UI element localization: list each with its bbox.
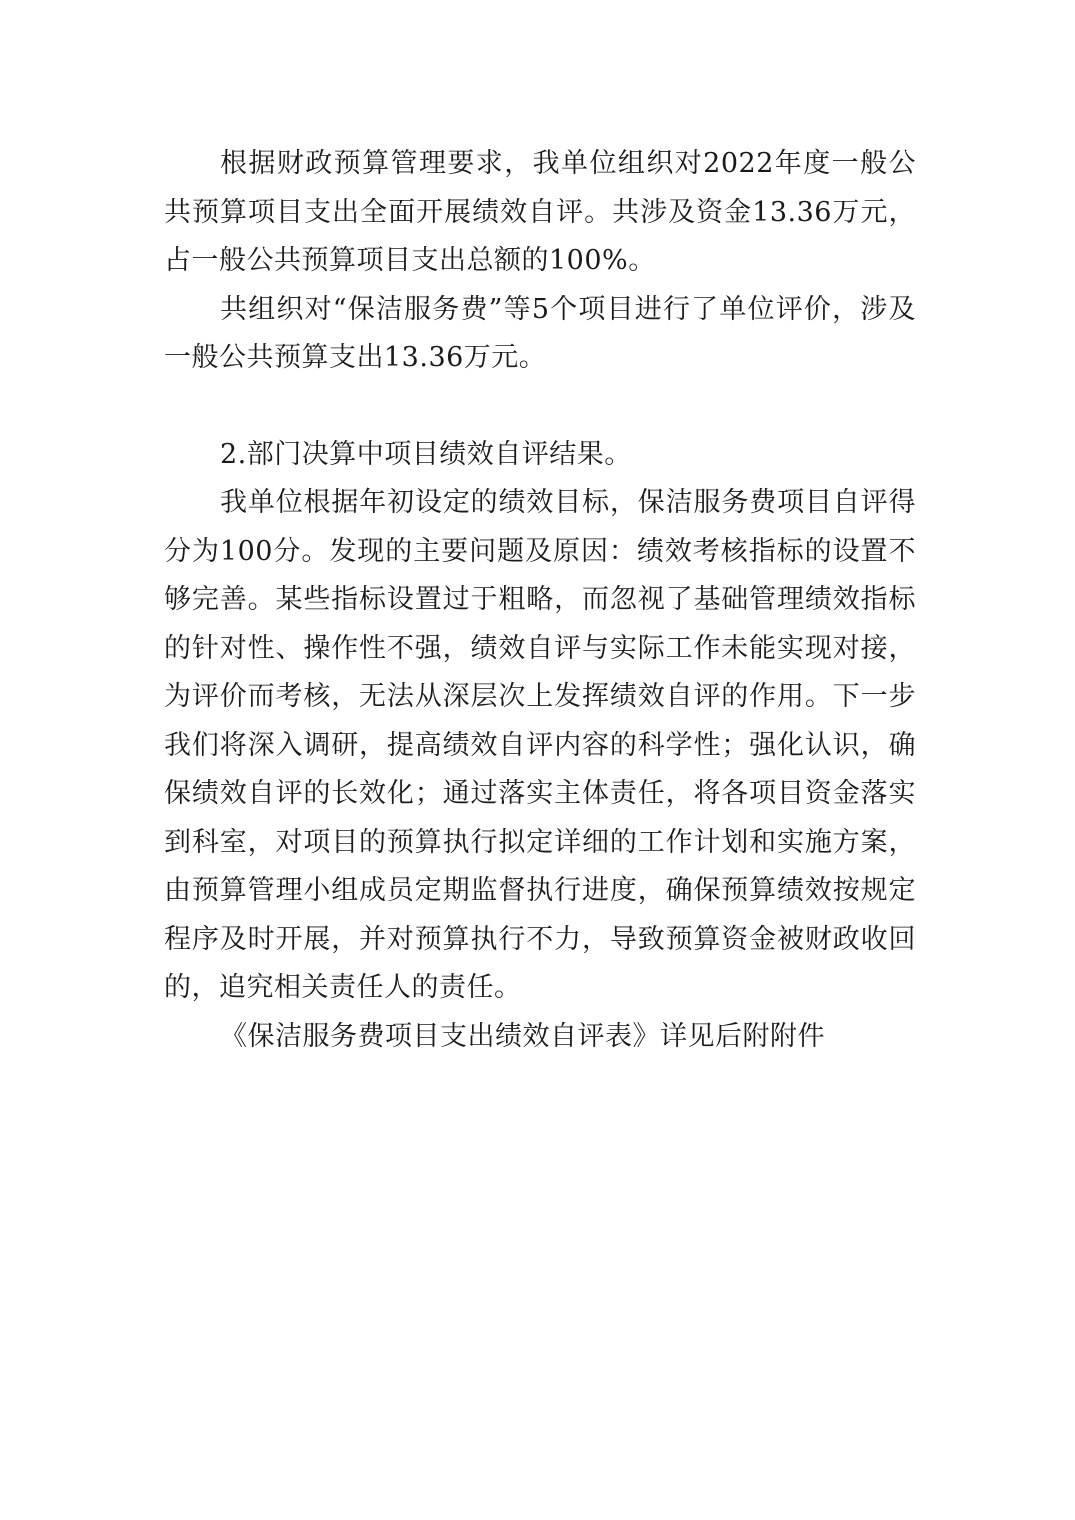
section-spacer [164, 383, 916, 431]
paragraph-self-evaluation-overview: 根据财政预算管理要求，我单位组织对2022年度一般公共预算项目支出全面开展绩效自评。共涉及资金13.36万元，占一般公共预算项目支出总额的100%。 [164, 148, 916, 276]
paragraph-evaluation-results: 我单位根据年初设定的绩效目标，保洁服务费项目自评得分为100分。发现的主要问题及原因：绩效考核指标的设置不够完善。某些指标设置过于粗略，而忽视了基础管理绩效指标的针对性、操作性不强，绩效自评与实际工作未能实现对接，为评价而考核，无法从深层次上发挥绩效自评的作用。下一步我们将深入调研，提高绩效自评内容的科学性；强化认识，确保绩效自评的长效化；通过落实主体责任，将各项目资金落实到科室，对项目的预算执行拟定详细的工作计划和实施方案，由预算管理小组成员定期监督执行进度，确保预算绩效按规定程序及时开展，并对预算执行不力，导致预算资金被财政收回的，追究相关责任人的责任。 [164, 487, 916, 1003]
section-heading: 2.部门决算中项目绩效自评结果。 [220, 438, 632, 470]
document-body [164, 140, 916, 1061]
paragraph-project-evaluation-scope: 共组织对“保洁服务费”等5个项目进行了单位评价，涉及一般公共预算支出13.36万元。 [164, 293, 916, 373]
paragraph-attachment-note: 《保洁服务费项目支出绩效自评表》详见后附附件 [220, 1020, 825, 1052]
